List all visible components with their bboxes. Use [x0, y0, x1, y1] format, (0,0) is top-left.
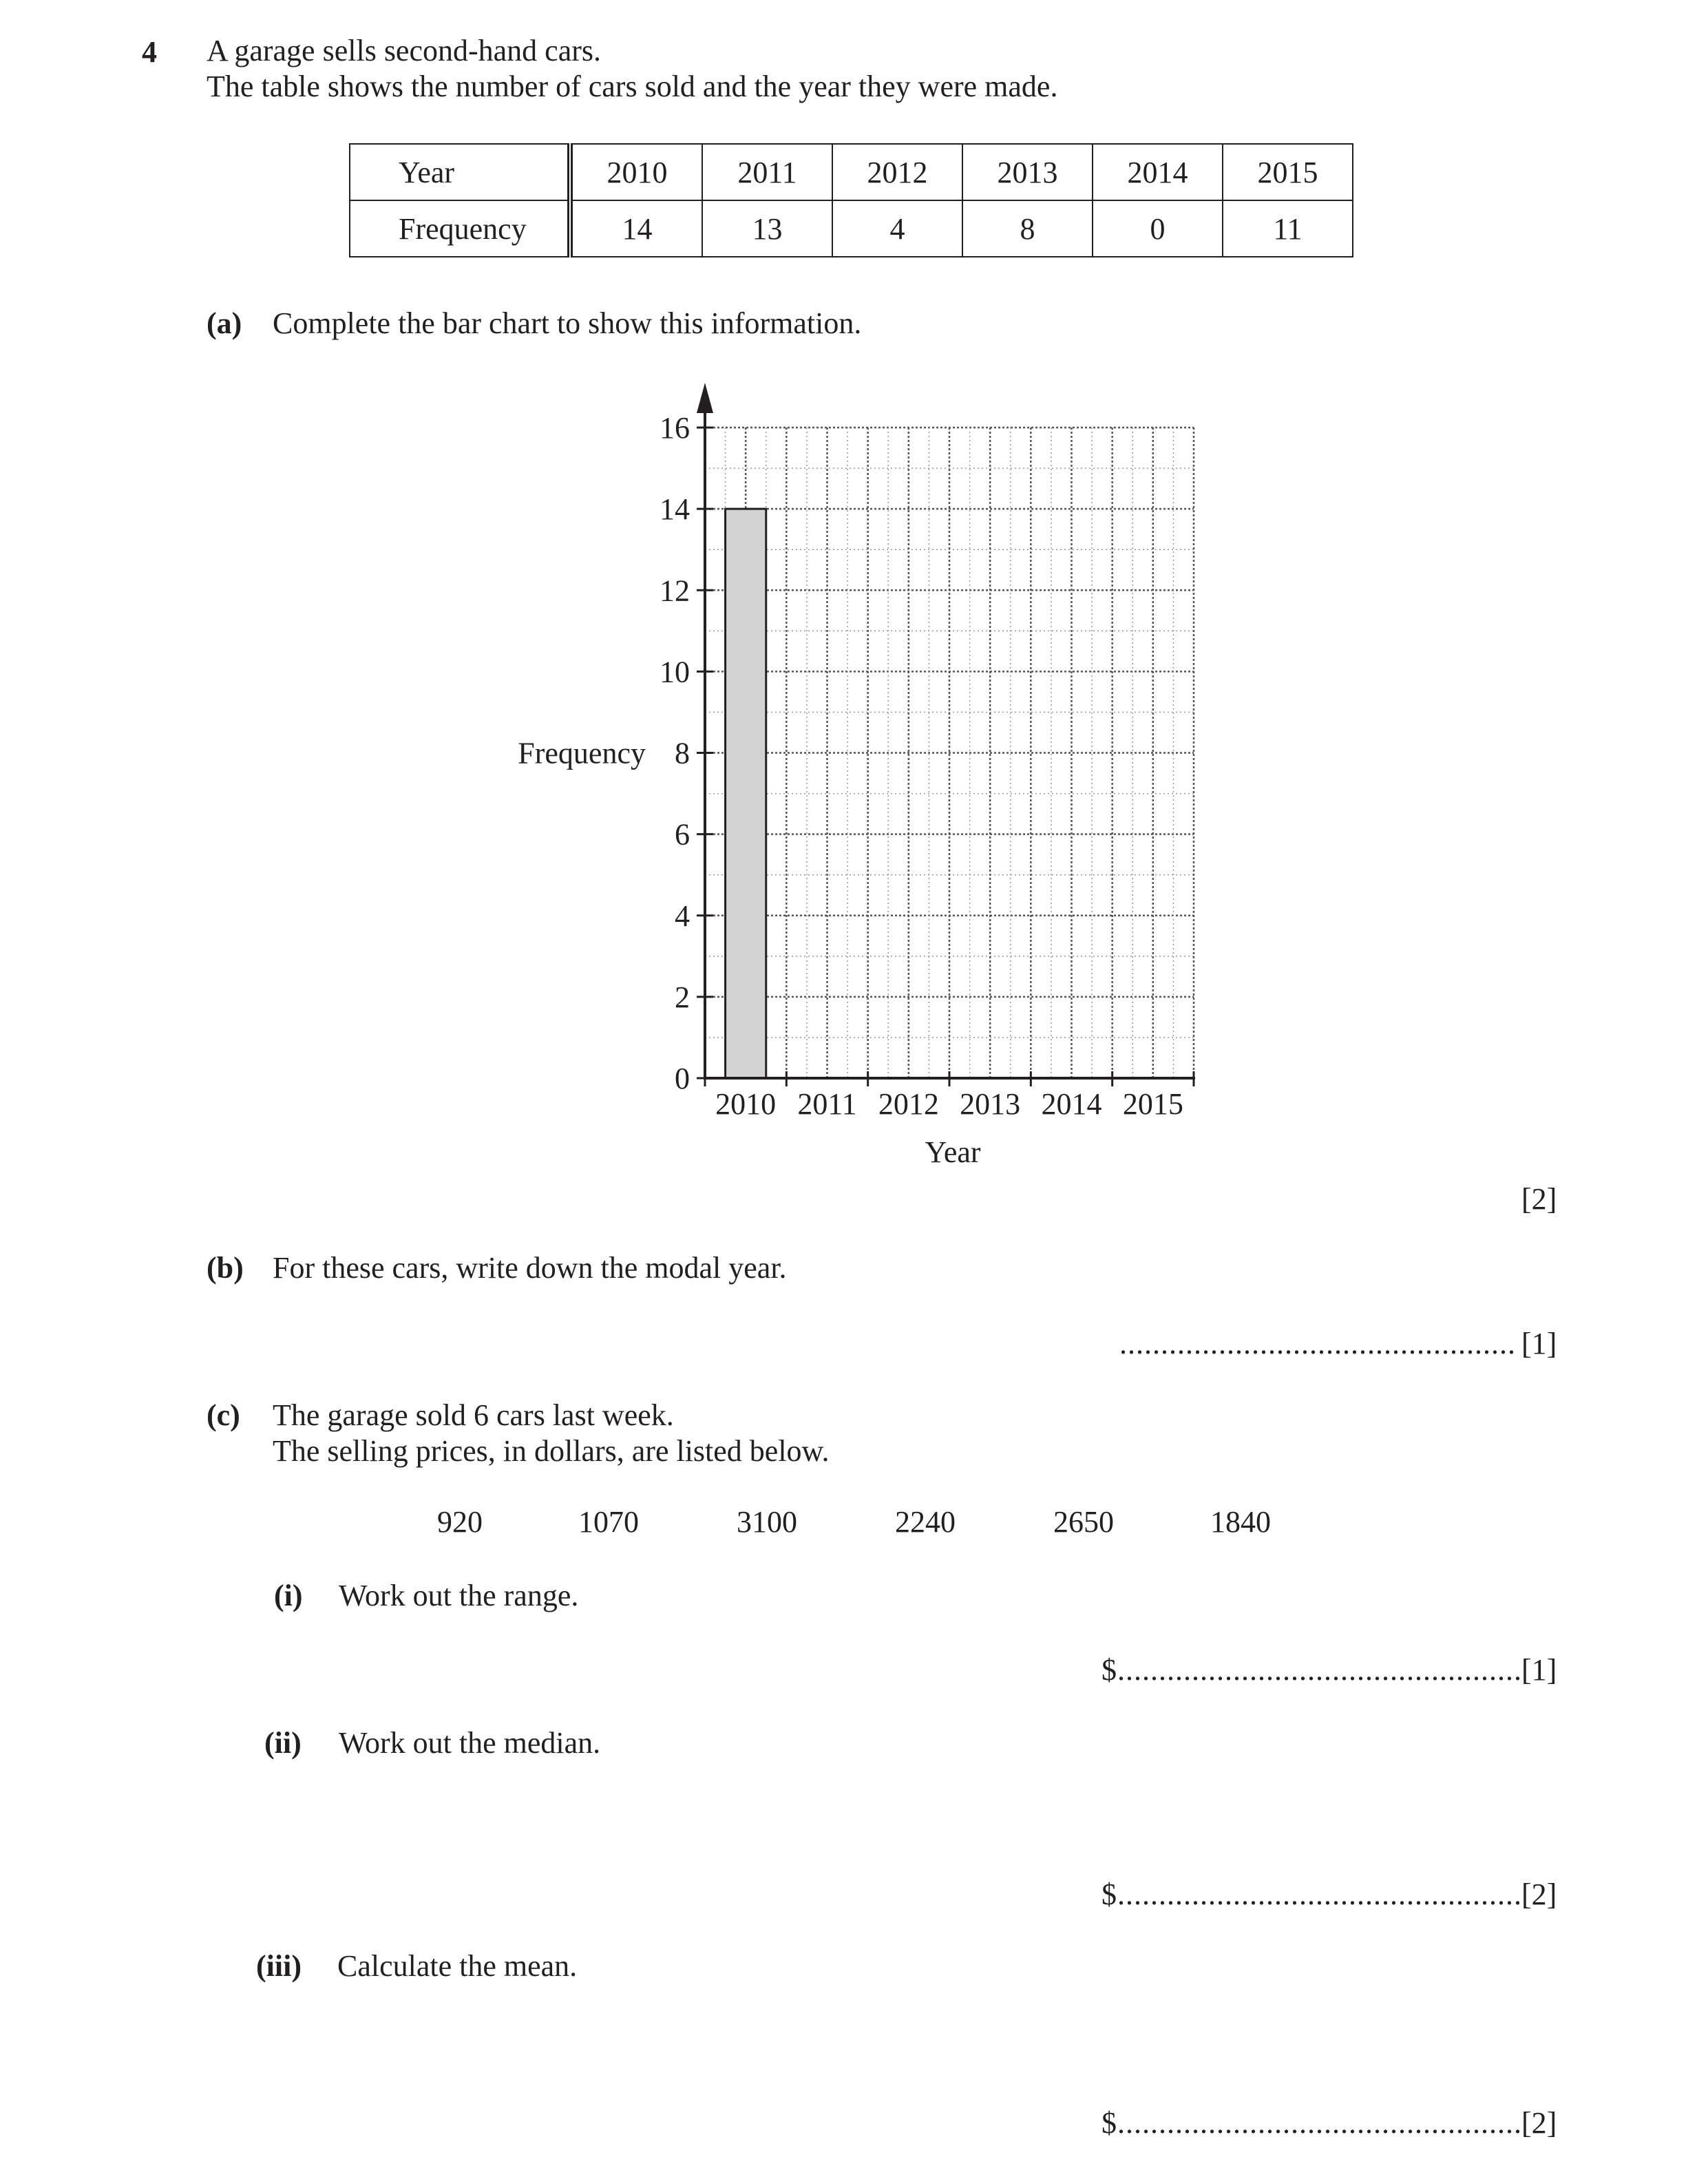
sub-i-label: (i)	[274, 1579, 303, 1612]
year-cell: 2010	[570, 144, 702, 200]
mean-answer-field[interactable]: $.................................................	[1101, 2106, 1522, 2140]
sub-i-text: Work out the range.	[339, 1579, 579, 1612]
part-c-line-2: The selling prices, in dollars, are listed below.	[273, 1434, 830, 1468]
sub-iii-label: (iii)	[256, 1949, 302, 1983]
y-axis-arrow	[697, 383, 713, 413]
bar-2010	[726, 509, 766, 1078]
y-tick-label: 6	[675, 817, 690, 852]
year-cell: 2012	[832, 144, 962, 200]
price-value: 2650	[1053, 1505, 1114, 1539]
part-a-label: (a)	[207, 306, 242, 340]
sub-i-marks: [1]	[1521, 1653, 1557, 1687]
row-label-frequency: Frequency	[350, 200, 570, 257]
x-tick-label: 2011	[797, 1087, 857, 1121]
y-tick-label: 14	[660, 492, 690, 527]
part-a-text: Complete the bar chart to show this information.	[273, 306, 862, 340]
price-value: 1070	[578, 1505, 639, 1539]
frequency-cell: 4	[832, 200, 962, 257]
sub-ii-marks: [2]	[1521, 1877, 1557, 1911]
x-tick-label: 2010	[715, 1087, 777, 1121]
y-tick-label: 2	[675, 980, 690, 1014]
part-c-line-1: The garage sold 6 cars last week.	[273, 1398, 674, 1432]
x-tick-label: 2015	[1122, 1087, 1183, 1121]
y-axis-label: Frequency	[518, 736, 646, 770]
price-value: 2240	[895, 1505, 956, 1539]
intro-line-2: The table shows the number of cars sold and the year they were made.	[207, 70, 1058, 103]
y-tick-label: 12	[660, 574, 690, 608]
frequency-cell: 8	[962, 200, 1093, 257]
question-number: 4	[142, 35, 157, 69]
price-value: 3100	[737, 1505, 797, 1539]
intro-line-1: A garage sells second-hand cars.	[207, 34, 602, 67]
frequency-cell: 0	[1093, 200, 1223, 257]
y-tick-label: 10	[660, 655, 690, 689]
median-answer-field[interactable]: $.................................................	[1101, 1877, 1522, 1911]
x-tick-label: 2013	[960, 1087, 1021, 1121]
part-b-label: (b)	[207, 1251, 244, 1285]
y-tick-label: 8	[675, 736, 690, 770]
frequency-cell: 11	[1223, 200, 1353, 257]
y-tick-label: 16	[660, 411, 690, 445]
x-tick-label: 2012	[878, 1087, 939, 1121]
part-b-marks: [1]	[1521, 1327, 1557, 1360]
modal-year-answer-field[interactable]: ................................................	[1119, 1327, 1516, 1360]
part-c-label: (c)	[207, 1398, 240, 1432]
x-axis-label: Year	[925, 1135, 981, 1169]
y-tick-label: 0	[675, 1062, 690, 1095]
price-value: 920	[437, 1505, 483, 1539]
sub-ii-text: Work out the median.	[339, 1726, 601, 1760]
sub-iii-text: Calculate the mean.	[337, 1949, 578, 1983]
part-b-text: For these cars, write down the modal year.	[273, 1251, 787, 1285]
price-value: 1840	[1210, 1505, 1271, 1539]
year-cell: 2014	[1093, 144, 1223, 200]
chart-gridlines	[705, 428, 1194, 1078]
sub-ii-label: (ii)	[264, 1726, 302, 1760]
part-a-marks: [2]	[1521, 1182, 1557, 1216]
range-answer-field[interactable]: $.................................................	[1101, 1653, 1522, 1687]
year-cell: 2015	[1223, 144, 1353, 200]
frequency-cell: 14	[570, 200, 702, 257]
frequency-cell: 13	[702, 200, 832, 257]
sub-iii-marks: [2]	[1521, 2106, 1557, 2140]
x-tick-label: 2014	[1041, 1087, 1102, 1121]
year-cell: 2011	[702, 144, 832, 200]
y-tick-label: 4	[675, 898, 690, 933]
year-cell: 2013	[962, 144, 1093, 200]
row-label-year: Year	[350, 144, 570, 200]
